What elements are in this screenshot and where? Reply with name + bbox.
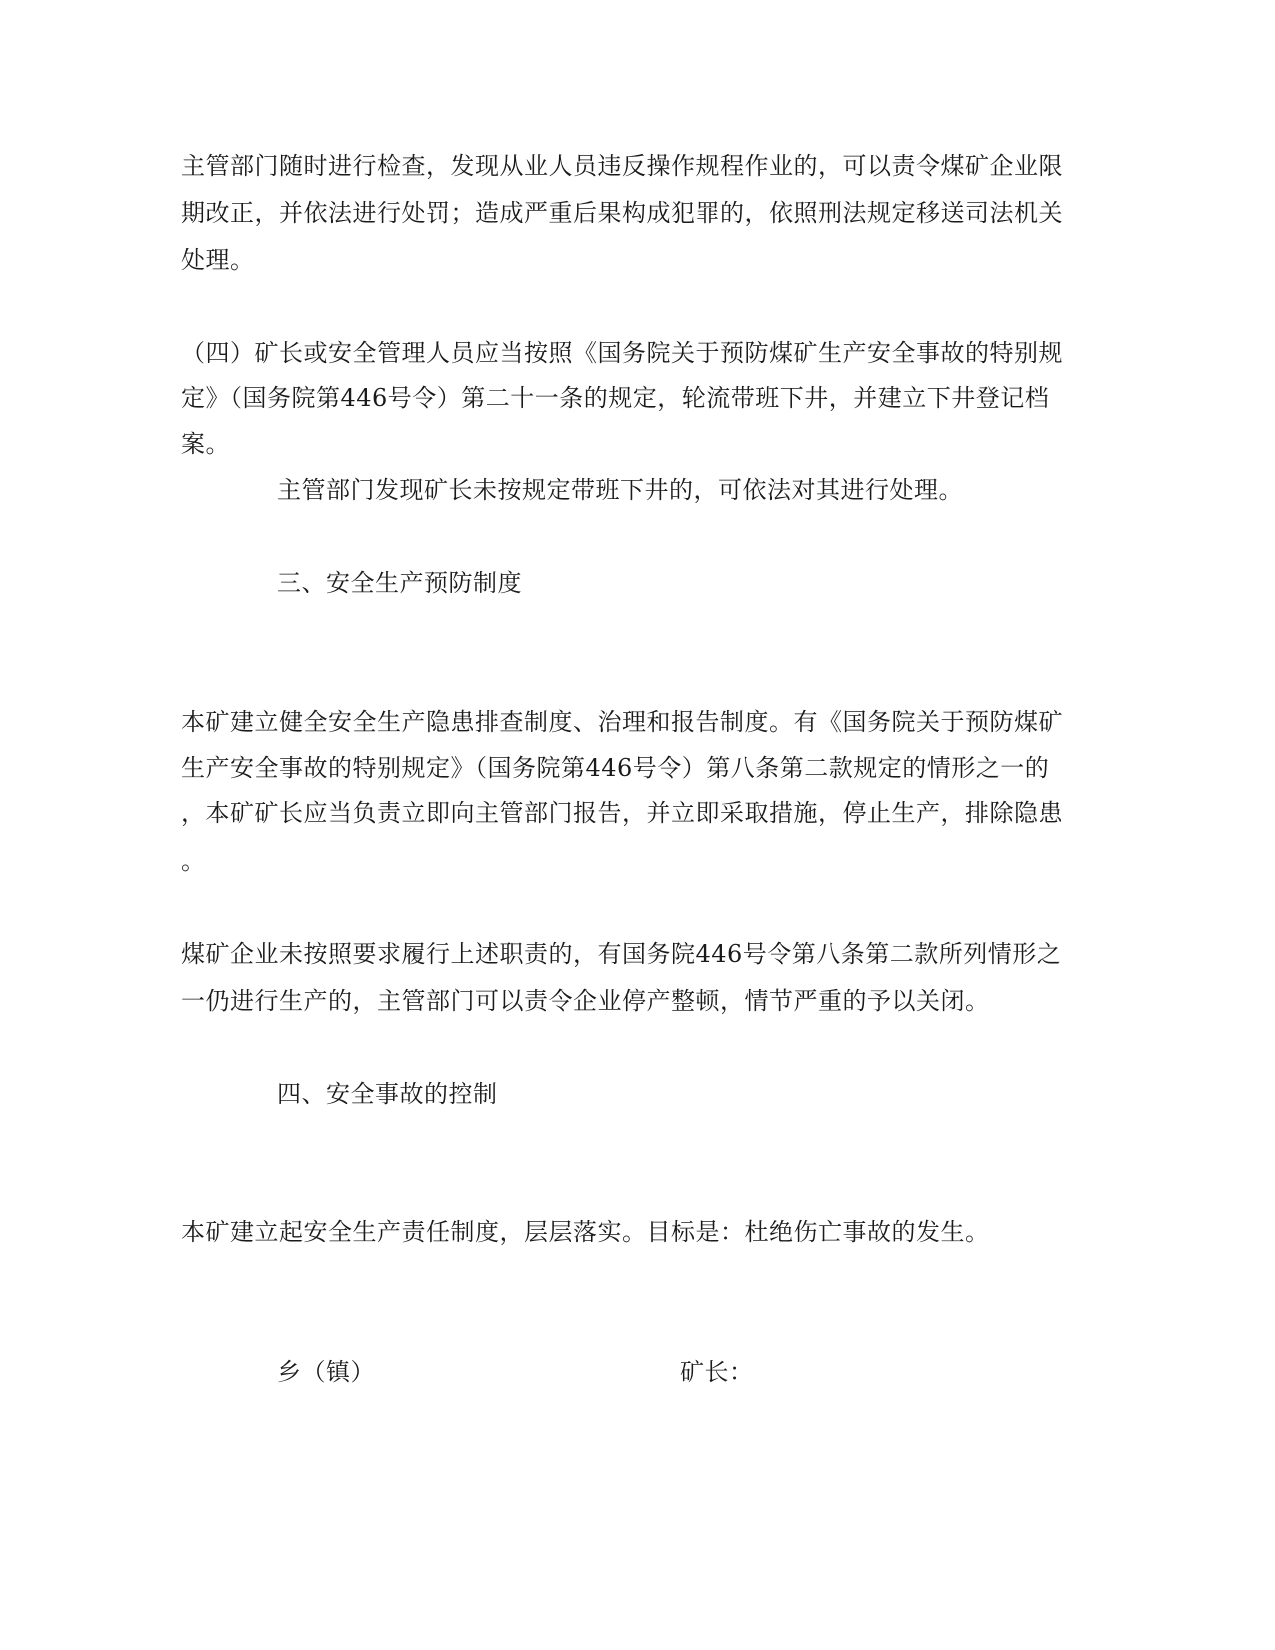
paragraph-3: 主管部门发现矿长未按规定带班下井的，可依法对其进行处理。 <box>277 476 963 504</box>
paragraph-5-line-2: 一仍进行生产的，主管部门可以责令企业停产整顿，情节严重的予以关闭。 <box>181 987 990 1015</box>
paragraph-4-line-1: 本矿建立健全安全生产隐患排查制度、治理和报告制度。有《国务院关于预防煤矿 <box>181 708 1063 736</box>
signature-township: 乡（镇） <box>277 1358 375 1386</box>
signature-mine-director: 矿长： <box>680 1358 754 1386</box>
section-heading-3: 三、安全生产预防制度 <box>277 569 522 597</box>
paragraph-1-line-3: 处理。 <box>181 246 255 274</box>
paragraph-1-line-2: 期改正，并依法进行处罚；造成严重后果构成犯罪的，依照刑法规定移送司法机关 <box>181 199 1063 227</box>
paragraph-5-line-1: 煤矿企业未按照要求履行上述职责的，有国务院446号令第八条第二款所列情形之 <box>181 940 1062 968</box>
paragraph-6: 本矿建立起安全生产责任制度，层层落实。目标是：杜绝伤亡事故的发生。 <box>181 1218 990 1246</box>
paragraph-4-line-4: 。 <box>181 847 206 875</box>
paragraph-2-line-2: 定》（国务院第446号令）第二十一条的规定，轮流带班下井，并建立下井登记档 <box>181 384 1050 412</box>
section-heading-4: 四、安全事故的控制 <box>277 1080 498 1108</box>
paragraph-2-line-3: 案。 <box>181 430 230 458</box>
paragraph-2-line-1: （四）矿长或安全管理人员应当按照《国务院关于预防煤矿生产安全事故的特别规 <box>181 339 1063 367</box>
paragraph-4-line-3: ，本矿矿长应当负责立即向主管部门报告，并立即采取措施，停止生产，排除隐患 <box>181 799 1063 827</box>
paragraph-1-line-1: 主管部门随时进行检查，发现从业人员违反操作规程作业的，可以责令煤矿企业限 <box>181 152 1063 180</box>
paragraph-4-line-2: 生产安全事故的特别规定》（国务院第446号令）第八条第二款规定的情形之一的 <box>181 754 1050 782</box>
